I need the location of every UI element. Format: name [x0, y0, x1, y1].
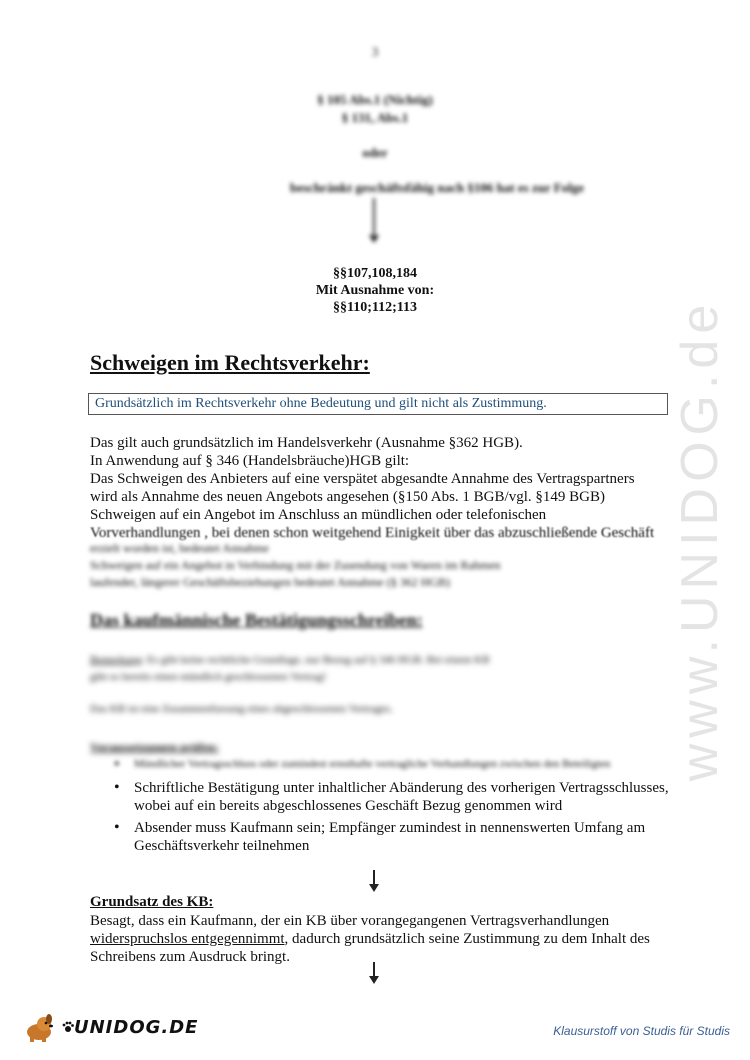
note-line	[90, 652, 670, 669]
final-arrow-head	[369, 976, 379, 984]
flow-result-2: Mit Ausnahme von:	[315, 283, 435, 298]
list-arrow-head	[369, 884, 379, 892]
blurred-line: Schweigen auf ein Angebot in Verbindung mit der Zusendung von Waren im Rahmen	[90, 558, 501, 572]
flow-arrow-head	[369, 235, 379, 243]
section1-body	[90, 434, 690, 542]
section-heading-kb: Das kaufmännische Bestätigungsschreiben:	[90, 610, 423, 630]
paw-icon	[62, 1021, 74, 1033]
voraussetzungen-list	[90, 756, 670, 859]
body-line: Das gilt auch grundsätzlich im Handelsverkehr (Ausnahme §362 HGB).	[90, 435, 523, 451]
body-line-rest: , dadurch grundsätzlich seine Zustimmung zu dem Inhalt des	[284, 931, 650, 947]
body-line	[90, 930, 690, 948]
note-line-2: gibt es bereits einen mündlich geschlossenen Vertrag!	[90, 671, 327, 683]
section1-blurred	[90, 540, 690, 591]
body-line: Besagt, dass ein Kaufmann, der ein KB über vorangegangenen Vertragsverhandlungen	[90, 913, 610, 929]
logo-text: UNIDOG.DE	[74, 1016, 199, 1038]
flow-line-1: § 105 Abs.1 (Nichtig)	[317, 92, 433, 107]
footer-tagline: Klausurstoff von Studis für Studis	[553, 1024, 730, 1038]
body-line: Schreibens zum Ausdruck bringt.	[90, 949, 290, 965]
note-block	[90, 652, 670, 686]
section-heading-grundsatz: Grundsatz des KB:	[90, 894, 214, 910]
voraussetzungen-label: Voraussetzungen prüfen:	[90, 740, 219, 754]
section3-body	[90, 912, 690, 966]
page-number: 3	[371, 44, 379, 59]
dog-icon	[22, 1012, 56, 1042]
body-line: In Anwendung auf § 346 (Handelsbräuche)HGB gilt:	[90, 453, 410, 469]
list-item: • Absender muss Kaufmann sein; Empfänger zumindest in nennenswerten Umfang am Geschäftsverkehr teilnehmen	[90, 819, 670, 855]
body-line: wird als Annahme des neuen Angebots angesehen (§150 Abs. 1 BGB/vgl. §149 BGB)	[90, 489, 605, 505]
flow-result-3: §§110;112;113	[332, 300, 417, 315]
underlined-phrase: widerspruchslos entgegennimmt	[90, 931, 285, 947]
body-line: Vorverhandlungen , bei denen schon weitgehend Einigkeit über das abzuschließende Geschäft	[90, 525, 655, 541]
flow-result-1: §§107,108,184	[333, 266, 417, 281]
watermark: www.UNIDOG.de	[671, 298, 729, 782]
principle-box: Grundsätzlich im Rechtsverkehr ohne Bedeutung und gilt nicht als Zustimmung.	[88, 393, 668, 415]
body-line: Schweigen auf ein Angebot im Anschluss an mündlichen oder telefonischen	[90, 507, 547, 523]
flow-arrow-shaft	[373, 198, 375, 236]
flow-line-2: § 131, Abs.1	[341, 110, 409, 125]
flow-oder: oder	[362, 145, 388, 160]
blurred-line: laufender, längerer Geschäftsbeziehungen bedeutet Annahme (§ 362 HGB)	[90, 575, 451, 589]
list-item: • Schriftliche Bestätigung unter inhaltlicher Abänderung des vorherigen Vertragsschlusses, wobei auf ein bereits abgeschlossenes Geschäft Bezug genommen wird	[90, 779, 670, 815]
kb-definition: Das KB ist eine Zusammenfassung eines abgeschlossenen Vertrages.	[90, 703, 393, 715]
flow-line-3: beschränkt geschäftsfähig nach §106 hat es zur Folge	[290, 180, 585, 195]
note-label: Bemerkung	[90, 654, 142, 666]
list-item: • Mündlicher Vertragsschluss oder zumindest ernsthafte vertragliche Verhandlungen zwischen den Beteiligten	[90, 756, 670, 773]
note-text: : Es gibt keine rechtliche Grundlage, nur Bezug auf § 346 HGB. Bei einem KB	[141, 654, 490, 666]
blurred-line: erzielt worden ist, bedeutet Annahme	[90, 541, 269, 555]
body-line: Das Schweigen des Anbieters auf eine verspätet abgesandte Annahme des Vertragspartners	[90, 471, 635, 487]
unidog-logo	[22, 1012, 198, 1042]
section-heading-schweigen: Schweigen im Rechtsverkehr:	[90, 350, 370, 375]
